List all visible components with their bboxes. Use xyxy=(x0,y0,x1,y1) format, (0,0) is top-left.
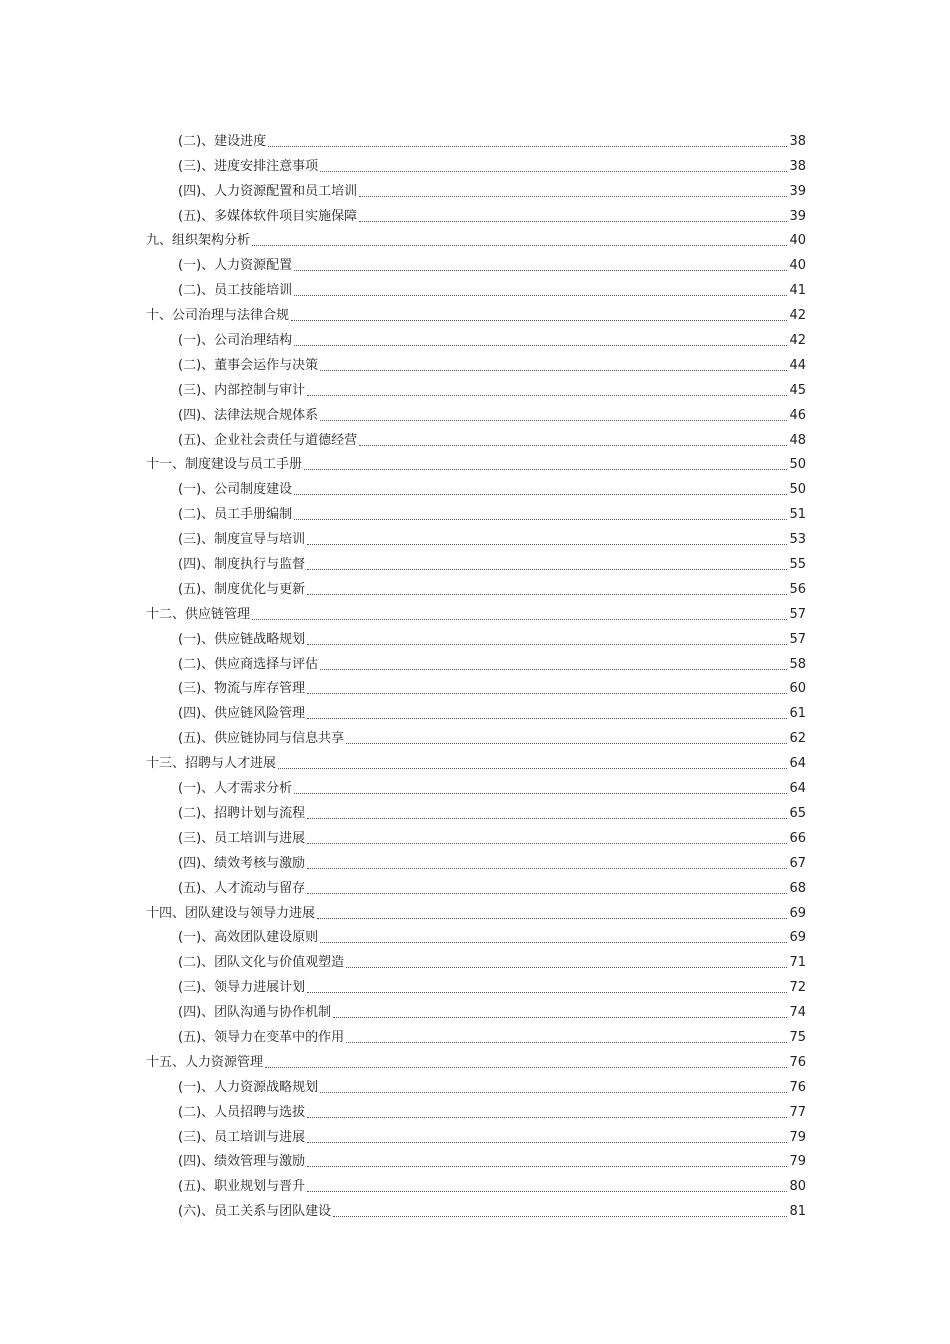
toc-section-entry[interactable] xyxy=(146,947,806,972)
toc-entry-title: (四)、制度执行与监督 xyxy=(178,557,306,573)
toc-dot-leader xyxy=(346,967,787,968)
toc-dot-leader xyxy=(307,843,787,844)
toc-dot-leader xyxy=(294,295,787,296)
toc-entry-title: (三)、制度宣导与培训 xyxy=(178,532,306,548)
toc-entry-title: (五)、供应链协同与信息共享 xyxy=(178,731,345,747)
toc-page-number: 39 xyxy=(789,183,806,199)
toc-section-entry[interactable] xyxy=(146,997,806,1022)
toc-entry-title: (四)、法律法规合规体系 xyxy=(178,407,319,423)
toc-entry-title: (一)、人力资源配置 xyxy=(178,258,293,274)
toc-entry-title: (一)、人力资源战略规划 xyxy=(178,1079,319,1095)
toc-page-number: 76 xyxy=(789,1079,806,1095)
toc-section-entry[interactable] xyxy=(146,201,806,226)
toc-section-entry[interactable] xyxy=(146,524,806,549)
toc-section-entry[interactable] xyxy=(146,1171,806,1196)
toc-section-entry[interactable] xyxy=(146,425,806,450)
toc-entry-title: (二)、员工手册编制 xyxy=(178,507,293,523)
toc-section-entry[interactable] xyxy=(146,873,806,898)
toc-chapter-entry[interactable] xyxy=(146,898,806,923)
toc-page-number: 74 xyxy=(789,1005,806,1021)
toc-dot-leader xyxy=(291,320,787,321)
toc-entry-title: (四)、绩效考核与激励 xyxy=(178,855,306,871)
toc-dot-leader xyxy=(346,1042,787,1043)
toc-entry-title: (三)、领导力进展计划 xyxy=(178,980,306,996)
toc-dot-leader xyxy=(307,1166,787,1167)
toc-page-number: 55 xyxy=(789,557,806,573)
toc-page-number: 66 xyxy=(789,830,806,846)
toc-section-entry[interactable] xyxy=(146,350,806,375)
toc-page-number: 51 xyxy=(789,507,806,523)
toc-entry-title: (三)、员工培训与进展 xyxy=(178,1129,306,1145)
toc-dot-leader xyxy=(252,245,787,246)
toc-page-number: 67 xyxy=(789,855,806,871)
toc-dot-leader xyxy=(307,594,787,595)
toc-entry-title: 十三、招聘与人才进展 xyxy=(146,756,277,772)
toc-entry-title: (四)、团队沟通与协作机制 xyxy=(178,1005,332,1021)
toc-entry-title: (一)、公司制度建设 xyxy=(178,482,293,498)
toc-page-number: 48 xyxy=(789,432,806,448)
toc-entry-title: (四)、绩效管理与激励 xyxy=(178,1154,306,1170)
toc-dot-leader xyxy=(307,893,787,894)
toc-entry-title: (二)、人员招聘与选拔 xyxy=(178,1104,306,1120)
toc-dot-leader xyxy=(268,146,787,147)
toc-entry-title: (二)、招聘计划与流程 xyxy=(178,805,306,821)
toc-dot-leader xyxy=(307,395,787,396)
toc-entry-title: (五)、制度优化与更新 xyxy=(178,581,306,597)
toc-entry-title: (二)、团队文化与价值观塑造 xyxy=(178,955,345,971)
toc-section-entry[interactable] xyxy=(146,923,806,948)
toc-entry-title: 十一、制度建设与员工手册 xyxy=(146,457,303,473)
toc-page-number: 50 xyxy=(789,482,806,498)
toc-entry-title: 十五、人力资源管理 xyxy=(146,1054,264,1070)
toc-dot-leader xyxy=(265,1067,787,1068)
toc-dot-leader xyxy=(307,693,787,694)
toc-section-entry[interactable] xyxy=(146,1097,806,1122)
toc-entry-title: (二)、董事会运作与决策 xyxy=(178,357,319,373)
toc-section-entry[interactable] xyxy=(146,400,806,425)
toc-dot-leader xyxy=(320,942,787,943)
toc-page-number: 40 xyxy=(789,258,806,274)
toc-entry-title: (二)、建设进度 xyxy=(178,133,267,149)
toc-section-entry[interactable] xyxy=(146,275,806,300)
toc-section-entry[interactable] xyxy=(146,375,806,400)
toc-dot-leader xyxy=(307,992,787,993)
toc-page-number: 56 xyxy=(789,581,806,597)
toc-page-number: 42 xyxy=(789,333,806,349)
toc-section-entry[interactable] xyxy=(146,823,806,848)
toc-entry-title: (一)、供应链战略规划 xyxy=(178,631,306,647)
toc-dot-leader xyxy=(320,669,787,670)
toc-entry-title: 九、组织架构分析 xyxy=(146,233,251,249)
toc-page-number: 46 xyxy=(789,407,806,423)
toc-dot-leader xyxy=(307,644,787,645)
toc-page-number: 69 xyxy=(789,905,806,921)
toc-section-entry[interactable] xyxy=(146,698,806,723)
table-of-contents xyxy=(146,126,806,1221)
toc-page-number: 81 xyxy=(789,1204,806,1220)
toc-entry-title: (三)、员工培训与进展 xyxy=(178,830,306,846)
toc-dot-leader xyxy=(307,868,787,869)
toc-dot-leader xyxy=(278,768,787,769)
toc-page-number: 38 xyxy=(789,133,806,149)
toc-page-number: 71 xyxy=(789,955,806,971)
toc-chapter-entry[interactable] xyxy=(146,226,806,251)
toc-section-entry[interactable] xyxy=(146,649,806,674)
toc-section-entry[interactable] xyxy=(146,1072,806,1097)
toc-section-entry[interactable] xyxy=(146,176,806,201)
toc-entry-title: (五)、企业社会责任与道德经营 xyxy=(178,432,358,448)
toc-section-entry[interactable] xyxy=(146,1147,806,1172)
toc-section-entry[interactable] xyxy=(146,674,806,699)
toc-entry-title: (五)、职业规划与晋升 xyxy=(178,1179,306,1195)
toc-entry-title: (六)、员工关系与团队建设 xyxy=(178,1204,332,1220)
toc-section-entry[interactable] xyxy=(146,549,806,574)
toc-dot-leader xyxy=(333,1216,787,1217)
toc-page-number: 62 xyxy=(789,731,806,747)
toc-page-number: 65 xyxy=(789,805,806,821)
toc-dot-leader xyxy=(359,196,787,197)
toc-page-number: 57 xyxy=(789,631,806,647)
toc-section-entry[interactable] xyxy=(146,723,806,748)
toc-section-entry[interactable] xyxy=(146,499,806,524)
toc-entry-title: (四)、供应链风险管理 xyxy=(178,706,306,722)
toc-dot-leader xyxy=(307,569,787,570)
toc-page-number: 60 xyxy=(789,681,806,697)
toc-dot-leader xyxy=(359,445,787,446)
toc-page-number: 80 xyxy=(789,1179,806,1195)
toc-dot-leader xyxy=(320,370,787,371)
toc-page-number: 38 xyxy=(789,158,806,174)
toc-page-number: 42 xyxy=(789,308,806,324)
toc-entry-title: (四)、人力资源配置和员工培训 xyxy=(178,183,358,199)
toc-dot-leader xyxy=(307,1191,787,1192)
toc-section-entry[interactable] xyxy=(146,624,806,649)
toc-section-entry[interactable] xyxy=(146,1022,806,1047)
toc-section-entry[interactable] xyxy=(146,474,806,499)
toc-chapter-entry[interactable] xyxy=(146,748,806,773)
toc-dot-leader xyxy=(252,619,787,620)
toc-page-number: 44 xyxy=(789,357,806,373)
toc-entry-title: (二)、员工技能培训 xyxy=(178,283,293,299)
toc-entry-title: (一)、高效团队建设原则 xyxy=(178,930,319,946)
toc-page-number: 72 xyxy=(789,980,806,996)
toc-entry-title: (五)、人才流动与留存 xyxy=(178,880,306,896)
toc-entry-title: (二)、供应商选择与评估 xyxy=(178,656,319,672)
toc-entry-title: (三)、进度安排注意事项 xyxy=(178,158,319,174)
toc-page-number: 50 xyxy=(789,457,806,473)
toc-dot-leader xyxy=(307,718,787,719)
toc-page-number: 79 xyxy=(789,1154,806,1170)
toc-dot-leader xyxy=(307,544,787,545)
toc-page-number: 58 xyxy=(789,656,806,672)
toc-dot-leader xyxy=(304,469,787,470)
toc-dot-leader xyxy=(294,519,787,520)
toc-dot-leader xyxy=(346,743,787,744)
toc-section-entry[interactable] xyxy=(146,848,806,873)
toc-entry-title: 十四、团队建设与领导力进展 xyxy=(146,905,316,921)
toc-dot-leader xyxy=(294,270,787,271)
toc-page-number: 76 xyxy=(789,1054,806,1070)
toc-page-number: 61 xyxy=(789,706,806,722)
toc-page-number: 45 xyxy=(789,382,806,398)
toc-page-number: 64 xyxy=(789,756,806,772)
toc-page-number: 75 xyxy=(789,1029,806,1045)
toc-page-number: 57 xyxy=(789,606,806,622)
toc-page-number: 53 xyxy=(789,532,806,548)
toc-page-number: 39 xyxy=(789,208,806,224)
toc-section-entry[interactable] xyxy=(146,126,806,151)
toc-section-entry[interactable] xyxy=(146,574,806,599)
toc-section-entry[interactable] xyxy=(146,1122,806,1147)
toc-dot-leader xyxy=(294,494,787,495)
toc-dot-leader xyxy=(307,1142,787,1143)
toc-entry-title: (一)、人才需求分析 xyxy=(178,781,293,797)
toc-page-number: 64 xyxy=(789,781,806,797)
toc-dot-leader xyxy=(307,818,787,819)
toc-page-number: 68 xyxy=(789,880,806,896)
toc-section-entry[interactable] xyxy=(146,1196,806,1221)
toc-dot-leader xyxy=(294,345,787,346)
toc-chapter-entry[interactable] xyxy=(146,450,806,475)
toc-section-entry[interactable] xyxy=(146,972,806,997)
toc-dot-leader xyxy=(320,420,787,421)
toc-dot-leader xyxy=(307,1117,787,1118)
toc-dot-leader xyxy=(294,793,787,794)
toc-dot-leader xyxy=(320,171,787,172)
toc-section-entry[interactable] xyxy=(146,250,806,275)
toc-dot-leader xyxy=(333,1017,787,1018)
toc-entry-title: (五)、领导力在变革中的作用 xyxy=(178,1029,345,1045)
toc-entry-title: (三)、物流与库存管理 xyxy=(178,681,306,697)
toc-dot-leader xyxy=(317,918,787,919)
toc-page-number: 77 xyxy=(789,1104,806,1120)
toc-section-entry[interactable] xyxy=(146,325,806,350)
toc-chapter-entry[interactable] xyxy=(146,599,806,624)
toc-page-number: 69 xyxy=(789,930,806,946)
toc-entry-title: (五)、多媒体软件项目实施保障 xyxy=(178,208,358,224)
toc-section-entry[interactable] xyxy=(146,798,806,823)
toc-dot-leader xyxy=(359,221,787,222)
toc-entry-title: (一)、公司治理结构 xyxy=(178,333,293,349)
toc-entry-title: 十二、供应链管理 xyxy=(146,606,251,622)
toc-dot-leader xyxy=(320,1092,787,1093)
toc-chapter-entry[interactable] xyxy=(146,1047,806,1072)
toc-section-entry[interactable] xyxy=(146,151,806,176)
toc-page-number: 79 xyxy=(789,1129,806,1145)
toc-entry-title: 十、公司治理与法律合规 xyxy=(146,308,290,324)
toc-page-number: 41 xyxy=(789,283,806,299)
toc-chapter-entry[interactable] xyxy=(146,300,806,325)
toc-entry-title: (三)、内部控制与审计 xyxy=(178,382,306,398)
toc-section-entry[interactable] xyxy=(146,773,806,798)
toc-page-number: 40 xyxy=(789,233,806,249)
